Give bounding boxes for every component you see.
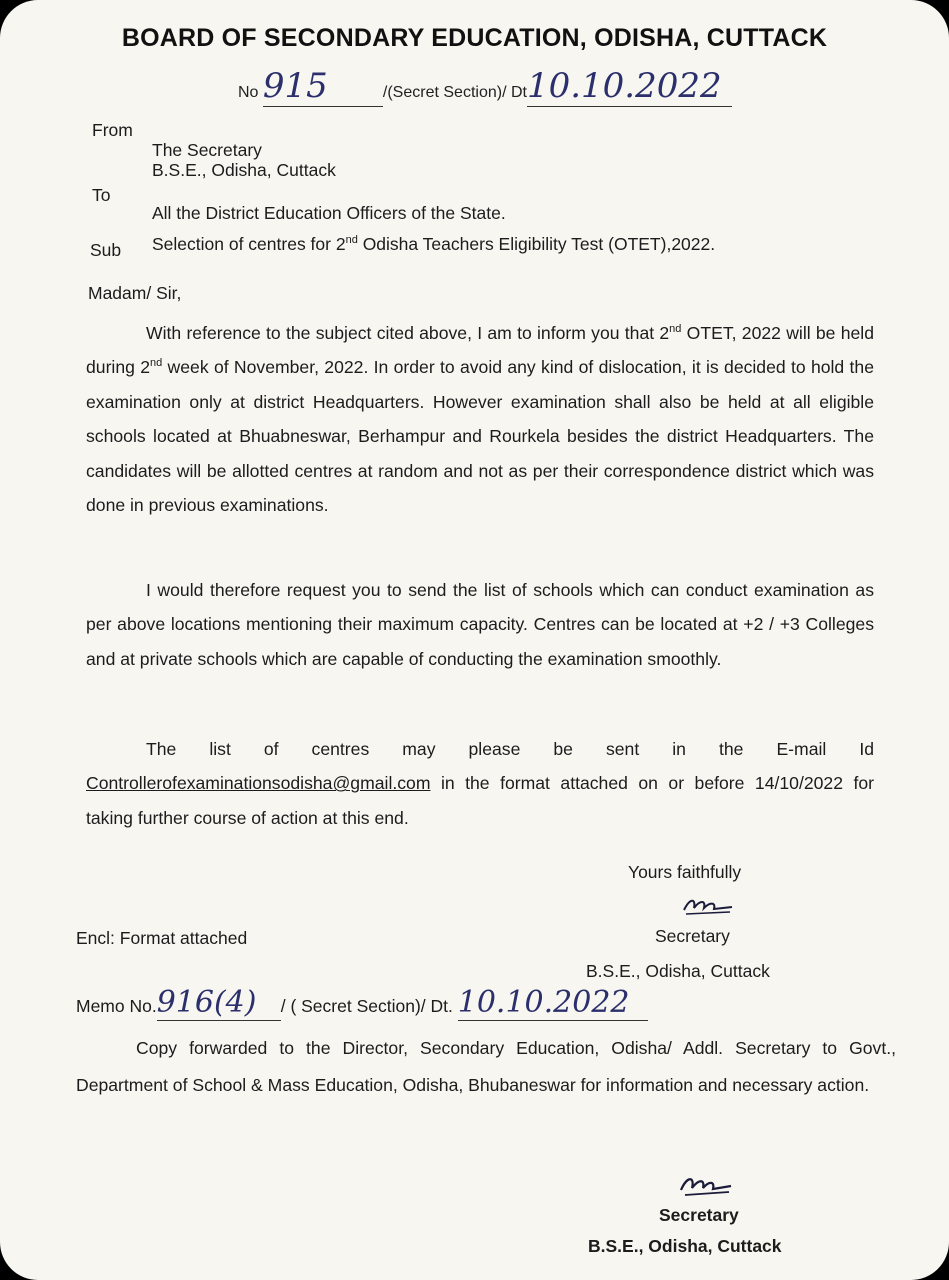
memo-prefix: Memo No. [76, 996, 157, 1016]
from-line-1: The Secretary [152, 140, 262, 160]
copy-forwarded [76, 1030, 896, 1104]
para1-sup1: nd [669, 323, 682, 336]
to-label: To [92, 185, 111, 205]
ref-no-handwritten: 915 [262, 66, 328, 106]
para1-b: OTET, 2022 will be held during 2 [86, 323, 874, 378]
paragraph-1 [86, 316, 874, 522]
para2-text: I would therefore request you to send the list of schools which can conduct examination as per above locations mentioning their maximum capacity. Centres can be located at +2 / +3 Colleges and at private schools which are capable of conducting the examination smoothly. [86, 580, 874, 669]
salutation: Madam/ Sir, [88, 283, 182, 303]
para3-b: in the format attached on or before 14/10/2022 for taking further course of action at this end. [86, 773, 874, 828]
memo-date-field [458, 985, 648, 1021]
email-link[interactable]: Controllerofexaminationsodisha@gmail.com [86, 773, 431, 794]
board-title: BOARD OF SECONDARY EDUCATION, ODISHA, CUTTACK [121, 24, 828, 52]
ref-no-field [263, 66, 383, 107]
signature2-office: B.S.E., Odisha, Cuttack [588, 1236, 782, 1256]
memo-no-field [157, 985, 281, 1021]
ref-date-handwritten: 10.10.2022 [526, 66, 722, 106]
ref-date-field [527, 66, 732, 107]
memo-no-handwritten: 916(4) [156, 985, 257, 1020]
signature-mark-icon [675, 1168, 737, 1205]
subject-text-post: Odisha Teachers Eligibility Test (OTET),2022. [357, 234, 716, 254]
ref-section: /(Secret Section)/ Dt [382, 84, 527, 101]
reference-line [238, 66, 732, 107]
to-line: All the District Education Officers of the State. [152, 203, 506, 223]
para1-a: With reference to the subject cited above, I am to inform you that 2 [146, 323, 670, 343]
signature-mark-icon [678, 890, 738, 925]
yours-faithfully: Yours faithfully [628, 862, 742, 882]
enclosure-note: Encl: Format attached [76, 928, 248, 948]
subject-line [152, 234, 715, 255]
from-line-2: B.S.E., Odisha, Cuttack [152, 160, 336, 180]
para1-sup2: nd [150, 357, 163, 370]
ref-no-prefix: No [238, 84, 259, 101]
from-label: From [92, 120, 133, 140]
signature1-title: Secretary [655, 926, 730, 946]
para3-a: The list of centres may please be sent in the E-mail Id [146, 739, 874, 759]
para1-c: week of November, 2022. In order to avoid any kind of dislocation, it is decided to hold the examination only at district Headquarters. However examination shall also be held at all eligible schools located at Bhuabneswar, Berhampur and Rourkela besides the district Headquarters. The candidates will be allotted centres at random and not as per their correspondence district which was done in previous examinations. [86, 357, 874, 516]
signature2-title: Secretary [659, 1205, 739, 1225]
subject-text-pre: Selection of centres for 2 [152, 234, 346, 254]
sub-label: Sub [90, 240, 122, 260]
paragraph-2 [86, 573, 874, 676]
subject-sup: nd [345, 234, 358, 247]
copy-forwarded-text: Copy forwarded to the Director, Secondary Education, Odisha/ Addl. Secretary to Govt., Department of School & Mass Education, Odisha, Bhubaneswar for information and necessary action. [76, 1038, 896, 1095]
signature1-office: B.S.E., Odisha, Cuttack [586, 961, 770, 981]
memo-line [76, 985, 648, 1021]
memo-date-handwritten: 10.10.2022 [457, 985, 630, 1020]
paragraph-3 [86, 732, 874, 835]
memo-section: / ( Secret Section)/ Dt. [280, 996, 453, 1016]
